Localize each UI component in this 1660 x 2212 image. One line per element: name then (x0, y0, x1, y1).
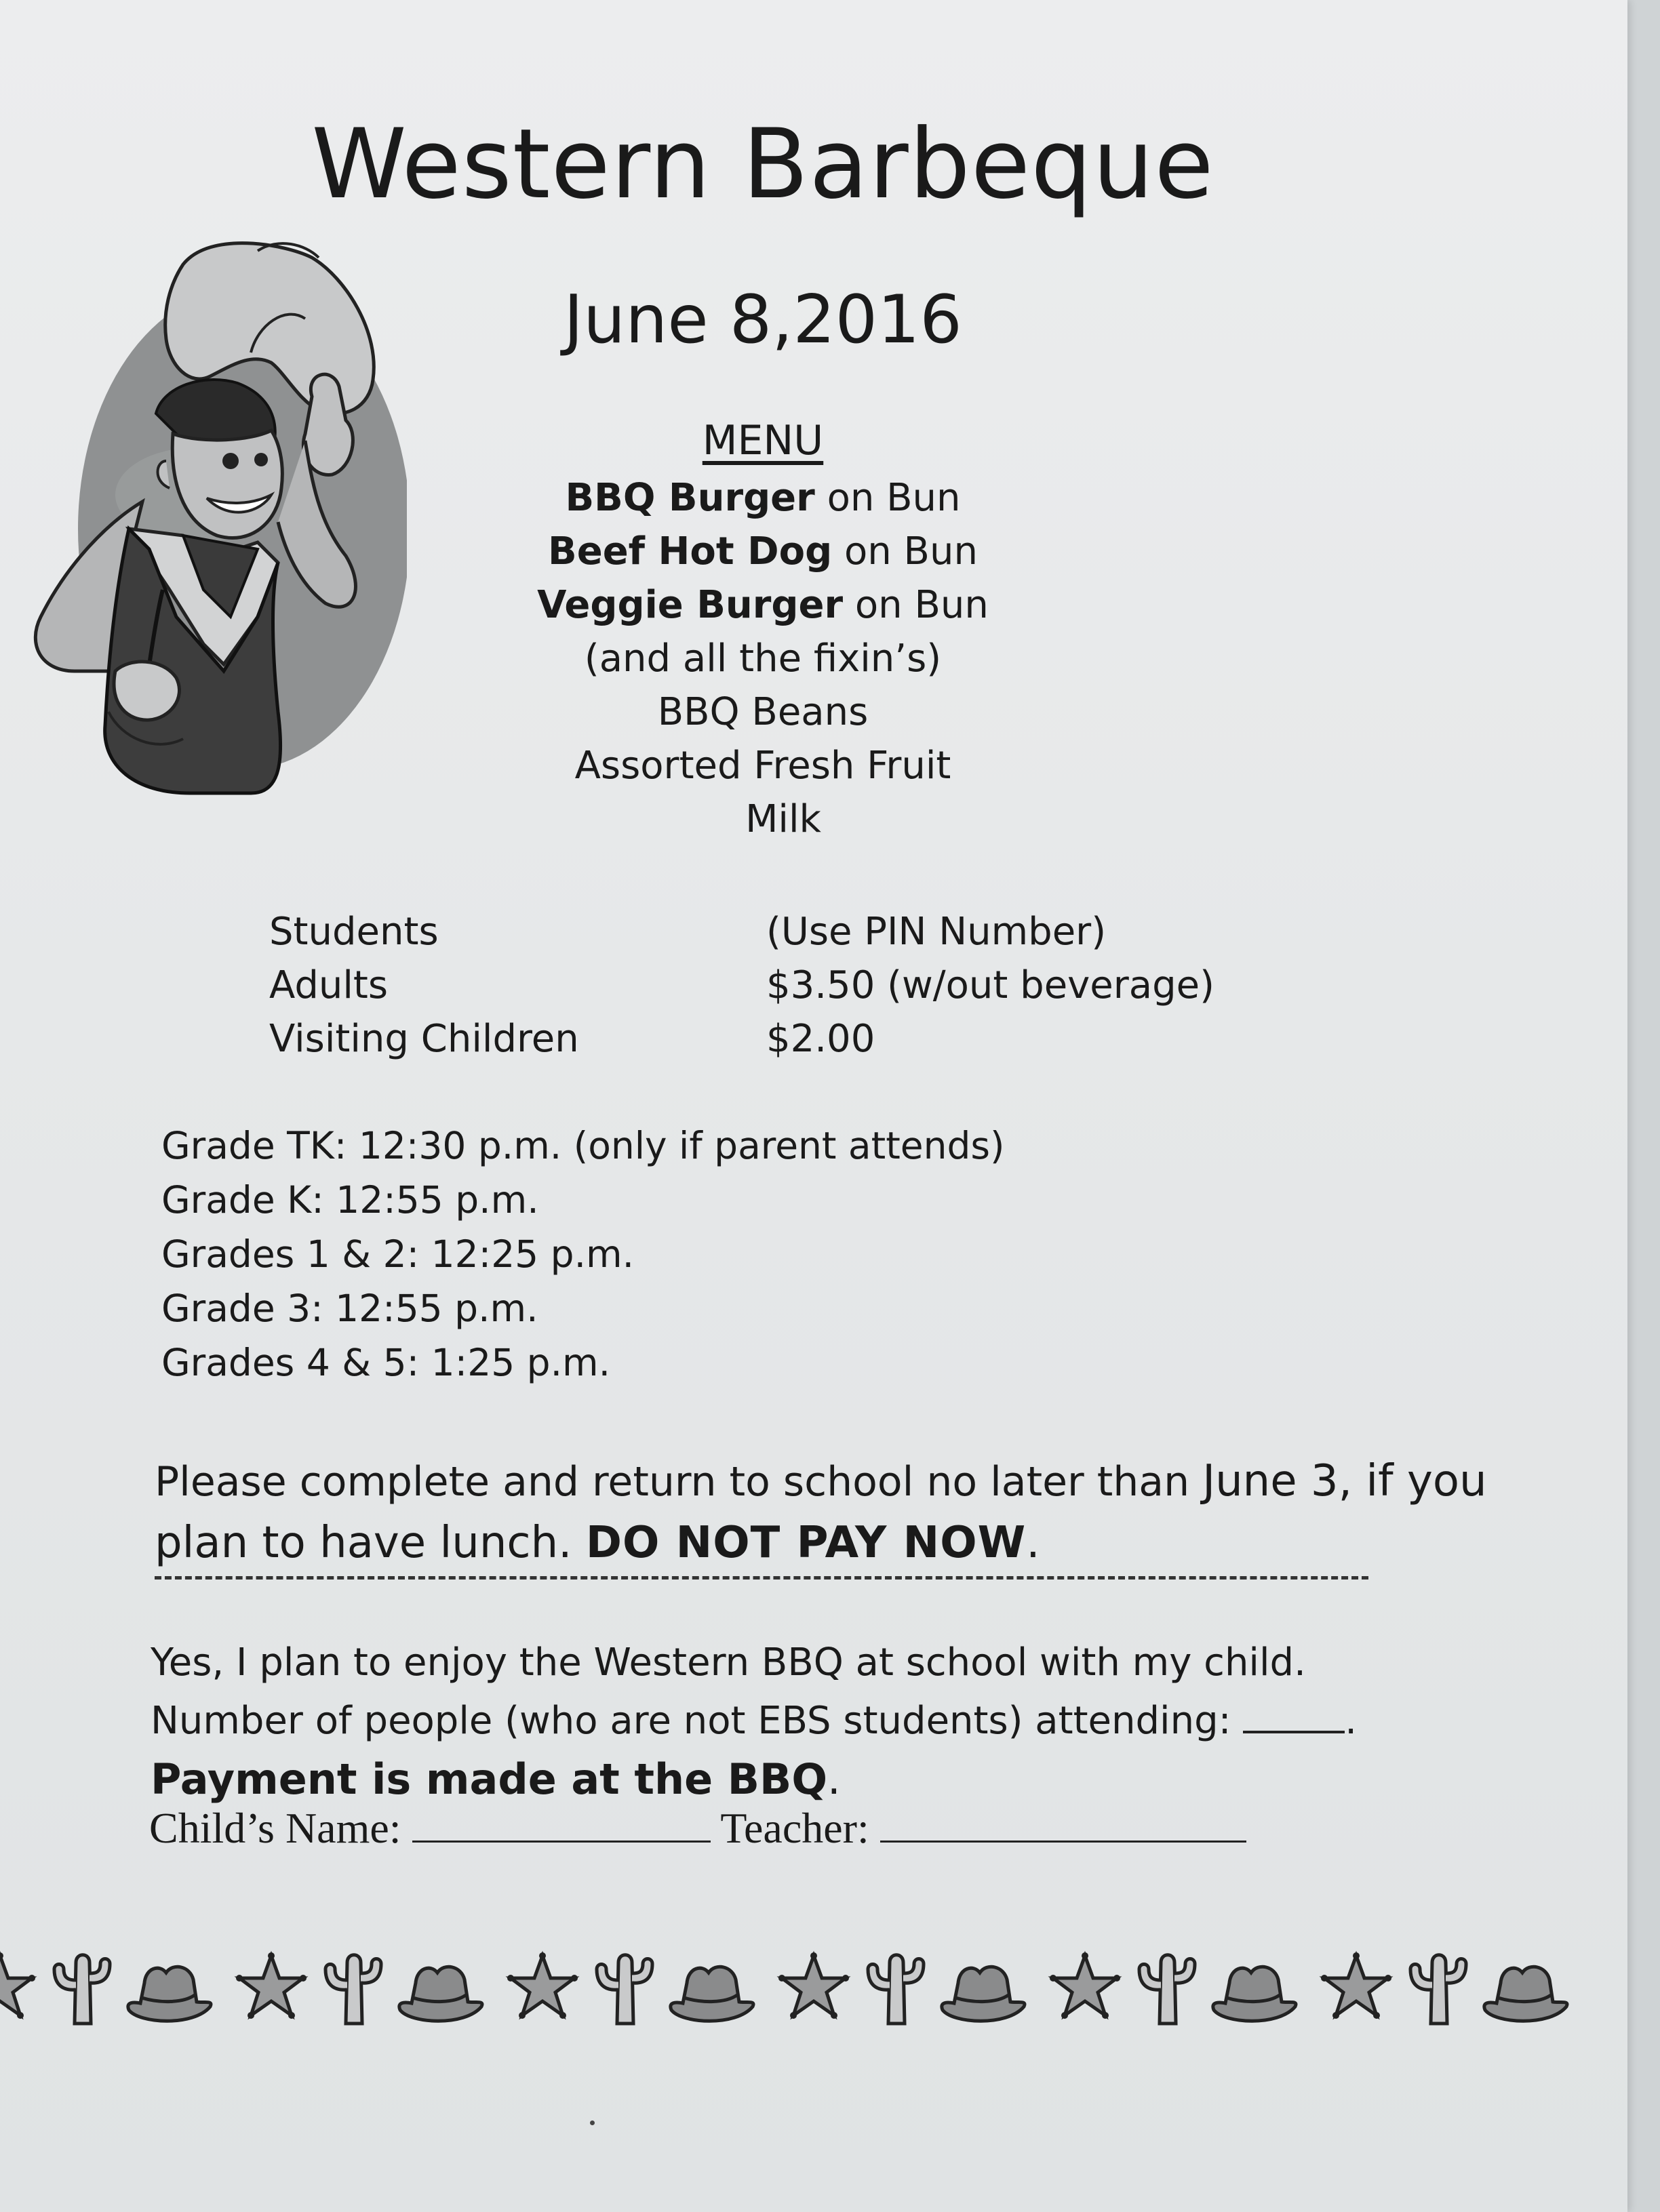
menu-item: BBQ Beans (657, 690, 869, 734)
menu-item: Milk (745, 797, 821, 841)
price-who: Students (269, 910, 439, 954)
teacher-name-blank[interactable] (880, 1807, 1246, 1843)
menu-item: Beef Hot Dog on Bun (548, 529, 978, 574)
price-value: (Use PIN Number) (766, 910, 1107, 954)
reply-line-1: Yes, I plan to enjoy the Western BBQ at school with my child. (151, 1641, 1306, 1685)
payment-note: Payment is made at the BBQ. (151, 1754, 841, 1804)
price-value: $3.50 (w/out beverage) (766, 963, 1214, 1007)
schedule-row: Grade K: 12:55 p.m. (161, 1178, 539, 1222)
menu-item: Assorted Fresh Fruit (574, 744, 951, 788)
schedule-row: Grades 1 & 2: 12:25 p.m. (161, 1232, 635, 1276)
grade-schedule (161, 1119, 1005, 1390)
menu-item: BBQ Burger on Bun (565, 476, 961, 520)
name-fields (149, 1803, 1246, 1853)
attendee-count-blank[interactable] (1243, 1730, 1345, 1733)
western-border-decoration (0, 1918, 1607, 2054)
reply-line-2: Number of people (who are not EBS students) attending: . (151, 1699, 1358, 1743)
teacher-label: Teacher: (720, 1804, 869, 1852)
schedule-row: Grade 3: 12:55 p.m. (161, 1287, 538, 1330)
price-categories (269, 905, 579, 1066)
child-name-label: Child’s Name: (149, 1804, 401, 1852)
child-name-blank[interactable] (412, 1807, 711, 1843)
price-who: Adults (269, 963, 389, 1007)
return-notice: Please complete and return to school no later than June 3, if you plan to have lunch. DO NOT PAY NOW. (155, 1456, 1487, 1568)
paper-speck (590, 2120, 595, 2125)
schedule-row: Grade TK: 12:30 p.m. (only if parent attends) (161, 1124, 1005, 1167)
menu-item: (and all the fixin’s) (584, 637, 942, 681)
price-values (766, 905, 1214, 1066)
cowboy-illustration (27, 237, 407, 813)
cut-line (155, 1576, 1368, 1580)
schedule-row: Grades 4 & 5: 1:25 p.m. (161, 1341, 611, 1384)
price-value: $2.00 (766, 1017, 875, 1061)
menu-item: Veggie Burger on Bun (537, 583, 989, 627)
menu-heading: MENU (702, 417, 824, 464)
reply-slip (151, 1634, 1357, 1809)
deadline: June 3, if you (1202, 1456, 1487, 1506)
event-date: June 8,2016 (564, 281, 962, 359)
flyer-title: Western Barbeque (311, 108, 1214, 220)
do-not-pay-emphasis: DO NOT PAY NOW (585, 1518, 1027, 1568)
price-who: Visiting Children (269, 1017, 579, 1061)
